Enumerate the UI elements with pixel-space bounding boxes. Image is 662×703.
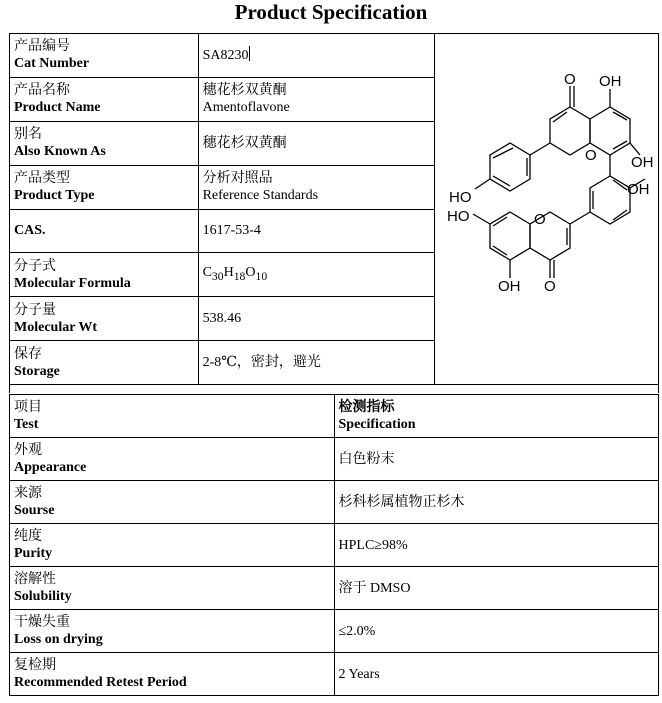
label-en: Cat Number [14,56,90,72]
table-row: 溶解性 Solubility 溶于 DMSO [10,567,659,610]
label-en: CAS. [14,223,46,239]
test-header [10,395,335,438]
label-cn: 项目 [14,400,42,415]
table-row: 外观 Appearance 白色粉末 [10,438,659,481]
label-en: Specification [338,417,416,432]
specification-table [9,394,659,696]
value-en: Reference Standards [202,188,319,204]
label-en: Molecular Formula [14,275,131,291]
storage-value: 2-8℃，密封，避光 [198,341,435,385]
atom-label: O [585,147,597,164]
formula-label [10,253,199,297]
atom-label: O [544,278,556,295]
atom-label: OH [599,73,622,90]
structure-bonds [473,86,645,278]
label-en: Molecular Wt [14,319,98,335]
storage-label [10,341,199,385]
cat-number-value: SA8230 [202,48,249,64]
spec-value: HPLC≥98% [334,524,659,567]
cas-label [10,209,199,253]
spec-header [334,395,659,438]
page-title: Product Specification [234,0,428,24]
table-row [10,34,659,78]
formula-value: $C_{30}H_{18}O_{10}$ [198,253,435,297]
atom-label: HO [447,208,470,225]
value-cn: 穗花杉双黄酮 [202,83,287,99]
label-cn: 产品编号 [14,39,70,55]
cat-number-value-cell[interactable] [198,34,435,78]
label-cn: 分子量 [14,302,56,318]
atom-label: OH [627,181,650,198]
product-name-value [198,77,435,121]
label-cn: 检测指标 [338,400,395,415]
spec-value: 2 Years [334,653,659,696]
label-cn: 别名 [14,127,42,143]
chemical-structure-image [435,34,657,379]
label-en: Storage [14,363,60,379]
label-en: Test [14,417,39,432]
product-type-label [10,165,199,209]
text-caret [249,46,250,61]
atom-label: OH [498,278,521,295]
product-info-table [9,33,659,385]
spec-value: 溶于 DMSO [334,567,659,610]
table-row: 来源 Sourse 杉科杉属植物正杉木 [10,481,659,524]
cas-value: 1617-53-4 [198,209,435,253]
table-row: 复检期 Recommended Retest Period 2 Years [10,653,659,696]
product-name-label [10,77,199,121]
label-en: Product Type [14,188,95,204]
spec-value: ≤2.0% [334,610,659,653]
value-en: Amentoflavone [202,100,290,116]
label-cn: 分子式 [14,258,56,274]
table-row: 纯度 Purity HPLC≥98% [10,524,659,567]
label-en: Product Name [14,100,101,116]
structure-cell [435,34,659,385]
table-header-row [10,395,659,438]
weight-label [10,297,199,341]
table-spacer [9,379,659,393]
alias-label [10,121,199,165]
atom-label: OH [631,154,654,171]
atom-label: HO [449,189,472,206]
label-cn: 产品名称 [14,83,70,99]
label-cn: 产品类型 [14,171,70,187]
weight-value: 538.46 [198,297,435,341]
product-type-value [198,165,435,209]
label-cn: 保存 [14,346,42,362]
value-cn: 分析对照品 [202,171,273,187]
alias-value: 穗花杉双黄酮 [198,121,435,165]
label-en: Also Known As [14,144,106,160]
spec-value: 杉科杉属植物正杉木 [334,481,659,524]
atom-label: O [534,211,546,228]
table-row: 干燥失重 Loss on drying ≤2.0% [10,610,659,653]
cat-number-label [10,34,199,78]
spec-value: 白色粉末 [334,438,659,481]
atom-label: O [564,71,576,88]
